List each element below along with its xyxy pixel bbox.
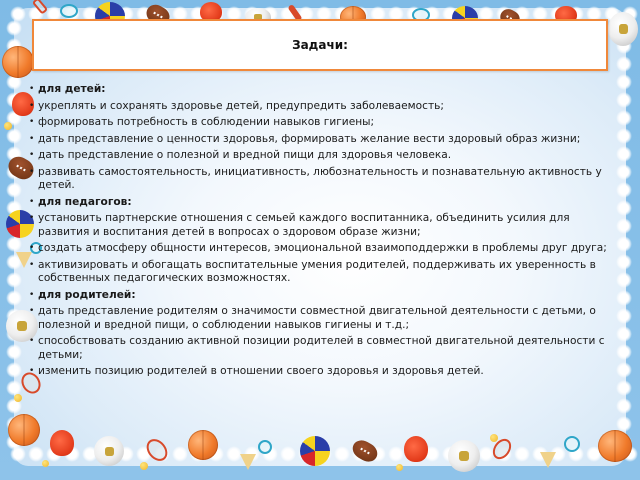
- lace-dot: [6, 344, 22, 360]
- section-heading-children: • для детей:: [29, 83, 106, 95]
- soccer-ball-icon: [448, 440, 480, 472]
- lace-dot: [172, 446, 188, 462]
- list-item: • формировать потребность в соблюдении навыков гигиены;: [29, 116, 375, 128]
- badminton-racket-icon: [564, 436, 580, 452]
- lace-dot: [616, 146, 632, 162]
- soccer-ball-icon: [608, 12, 638, 46]
- lace-dot: [616, 92, 632, 108]
- bullet-icon: •: [29, 259, 35, 270]
- lace-dot: [616, 110, 632, 126]
- shuttlecock-icon: [540, 452, 556, 468]
- list-item: • изменить позицию родителей в отношении своего здоровья и здоровья детей.: [29, 365, 484, 377]
- list-item: • установить партнерские отношения с семьей каждого воспитанника, объединить усилия для развития и воспитания детей в вопросах о здоровом образе жизни;: [29, 212, 570, 238]
- bullet-icon: •: [29, 196, 35, 207]
- badminton-racket-icon: [60, 4, 78, 18]
- bullet-icon: •: [29, 289, 35, 300]
- lace-dot: [616, 272, 632, 288]
- lace-dot: [514, 446, 530, 462]
- lace-dot: [616, 182, 632, 198]
- lace-dot: [334, 446, 350, 462]
- ping-pong-paddle-icon: [404, 436, 428, 462]
- section-heading-parents: • для родителей:: [29, 288, 136, 301]
- badminton-racket-icon: [258, 440, 272, 454]
- list-item: • активизировать и обогащать воспитательные умения родителей, поддерживать их уверенность в собственных педагогических возможностях.: [29, 258, 596, 284]
- lace-dot: [6, 128, 22, 144]
- lace-dot: [616, 254, 632, 270]
- lace-dot: [6, 182, 22, 198]
- ping-pong-ball-icon: [42, 460, 49, 467]
- basketball-icon: [598, 430, 632, 462]
- bullet-icon: •: [29, 166, 35, 177]
- lace-dot: [616, 290, 632, 306]
- tennis-ball-icon: [14, 394, 22, 402]
- bullet-icon: •: [29, 366, 35, 376]
- bullet-icon: •: [29, 117, 35, 127]
- bullet-icon: •: [29, 213, 35, 223]
- ping-pong-ball-icon: [4, 122, 12, 130]
- lace-dot: [616, 164, 632, 180]
- bullet-icon: •: [29, 336, 35, 346]
- lace-dot: [616, 236, 632, 252]
- lace-dot: [388, 446, 404, 462]
- bullet-icon: •: [29, 243, 35, 253]
- section-heading-teachers: • для педагогов:: [29, 195, 132, 208]
- lace-dot: [478, 446, 494, 462]
- tennis-ball-icon: [140, 462, 148, 470]
- bullet-icon: •: [29, 133, 35, 144]
- lace-dot: [6, 272, 22, 288]
- lace-dot: [616, 398, 632, 414]
- tasks-list: [28, 83, 608, 382]
- bullet-icon: •: [29, 306, 35, 316]
- lace-dot: [616, 74, 632, 90]
- ping-pong-paddle-icon: [50, 430, 74, 456]
- title-box: [32, 19, 608, 71]
- list-item: • дать представление о полезной и вредной пищи для здоровья человека.: [29, 149, 452, 161]
- lace-dot: [616, 56, 632, 72]
- list-item: • укреплять и сохранять здоровье детей, предупредить заболеваемость;: [29, 99, 444, 112]
- lace-dot: [28, 446, 44, 462]
- list-item: • дать представление родителям о значимости совместной двигательной деятельности с детьми, о полезной и вредной пищи, о соблюдении навыков гигиены и т.д.;: [29, 305, 596, 331]
- lace-dot: [616, 308, 632, 324]
- lace-dot: [616, 380, 632, 396]
- ping-pong-ball-icon: [396, 464, 403, 471]
- basketball-icon: [2, 46, 34, 78]
- volleyball-icon: [300, 436, 330, 466]
- list-item: • развивать самостоятельность, инициативность, любознательность и познавательную активность у детей.: [29, 165, 602, 191]
- list-item: • способствовать созданию активной позиции родителей в совместной двигательной деятельности с детьми;: [29, 335, 605, 361]
- lace-dot: [6, 362, 22, 378]
- soccer-ball-icon: [94, 436, 124, 466]
- bullet-icon: •: [29, 84, 35, 94]
- basketball-icon: [8, 414, 40, 446]
- lace-dot: [6, 20, 22, 36]
- lace-dot: [6, 290, 22, 306]
- lace-dot: [6, 236, 22, 252]
- lace-dot: [616, 200, 632, 216]
- lace-dot: [280, 446, 296, 462]
- list-item: • создать атмосферу общности интересов, эмоциональной взаимоподдержки в проблемы друг друга;: [29, 242, 607, 254]
- bullet-icon: •: [29, 100, 35, 111]
- tennis-ball-icon: [490, 434, 498, 442]
- lace-dot: [616, 362, 632, 378]
- shuttlecock-icon: [240, 454, 256, 470]
- slide-title: Задачи:: [292, 38, 348, 52]
- lace-dot: [616, 326, 632, 342]
- lace-dot: [616, 128, 632, 144]
- basketball-icon: [188, 430, 218, 460]
- lace-dot: [616, 344, 632, 360]
- bullet-icon: •: [29, 150, 35, 160]
- list-item: • дать представление о ценности здоровья, формировать желание вести здоровый образ жизни;: [29, 132, 581, 145]
- lace-dot: [616, 218, 632, 234]
